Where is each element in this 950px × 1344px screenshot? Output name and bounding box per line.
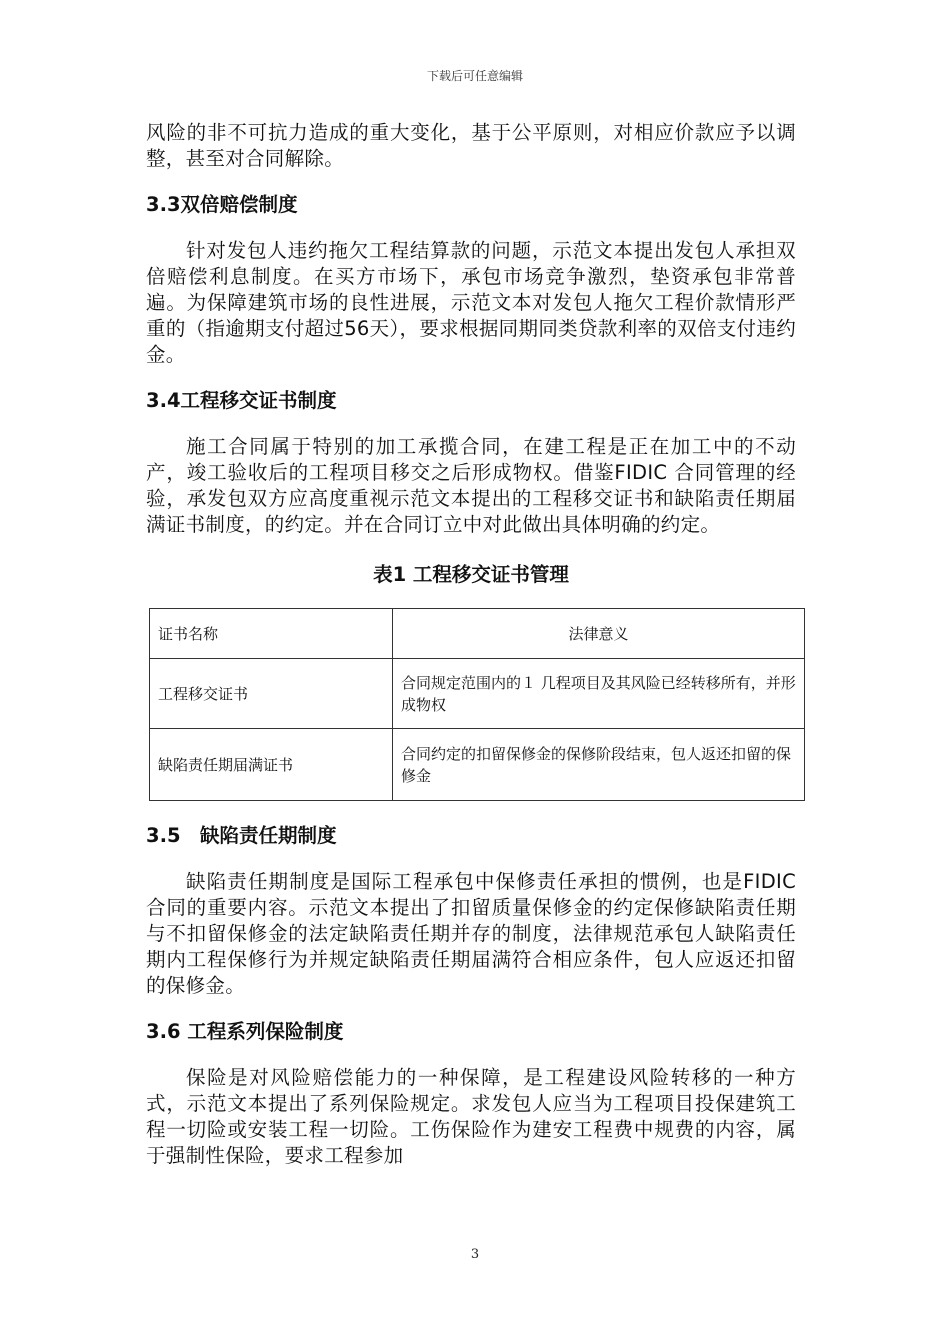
table-cell: 合同约定的扣留保修金的保修阶段结束，包人返还扣留的保修金 xyxy=(393,729,805,801)
table-cell: 合同规定范围内的１ 几程项目及其风险已经转移所有，并形成物权 xyxy=(393,659,805,729)
table-header-cell: 证书名称 xyxy=(150,609,393,659)
table-cell: 缺陷责任期届满证书 xyxy=(150,729,393,801)
heading-3-4: 3.4工程移交证书制度 xyxy=(146,389,337,412)
paragraph-insurance: 保险是对风险赔偿能力的一种保障，是工程建设风险转移的一种方式，示范文本提出了系列保险规定。求发包人应当为工程项目投保建筑工程一切险或安装工程一切险。工伤保险作为建安工程费中规费的内容，属于强制性保险，要求工程参加 xyxy=(146,1066,796,1167)
paragraph-double-compensation: 针对发包人违约拖欠工程结算款的问题，示范文本提出发包人承担双倍赔偿利息制度。在买方市场下，承包市场竞争激烈，垫资承包非常普遍。为保障建筑市场的良性进展，示范文本对发包人拖欠工程价款情形严重的（指逾期支付超过56天），要求根据同期同类贷款利率的双倍支付违约金。 xyxy=(146,239,796,366)
table-header-cell: 法律意义 xyxy=(393,609,805,659)
heading-3-6: 3.6 工程系列保险制度 xyxy=(146,1020,344,1043)
page-header: 下载后可任意编辑 xyxy=(426,69,523,83)
paragraph-defect-liability: 缺陷责任期制度是国际工程承包中保修责任承担的惯例，也是FIDIC 合同的重要内容。示范文本提出了扣留质量保修金的约定保修缺陷责任期与不扣留保修金的法定缺陷责任期并存的制度，法律规范承包人缺陷责任期内工程保修行为并规定缺陷责任期届满符合相应条件，包人应返还扣留的保修金。 xyxy=(146,870,796,997)
paragraph-handover-certificate: 施工合同属于特别的加工承揽合同，在建工程是正在加工中的不动产，竣工验收后的工程项目移交之后形成物权。借鉴FIDIC 合同管理的经验，承发包双方应高度重视示范文本提出的工程移交证书和缺陷责任期届满证书制度，的约定。并在合同订立中对此做出具体明确的约定。 xyxy=(146,435,796,536)
table-cell: 工程移交证书 xyxy=(150,659,393,729)
heading-3-3: 3.3双倍赔偿制度 xyxy=(146,193,298,216)
paragraph-intro: 风险的非不可抗力造成的重大变化，基于公平原则，对相应价款应予以调整，甚至对合同解除。 xyxy=(146,121,796,170)
table-caption: 表1 工程移交证书管理 xyxy=(373,563,569,586)
page-number: 3 xyxy=(470,1247,480,1262)
heading-3-5: 3.5 缺陷责任期制度 xyxy=(146,824,337,847)
table-row xyxy=(150,729,805,801)
document-body xyxy=(146,120,796,1169)
table-header-row xyxy=(150,609,805,659)
table-row xyxy=(150,659,805,729)
certificate-table xyxy=(149,608,805,801)
